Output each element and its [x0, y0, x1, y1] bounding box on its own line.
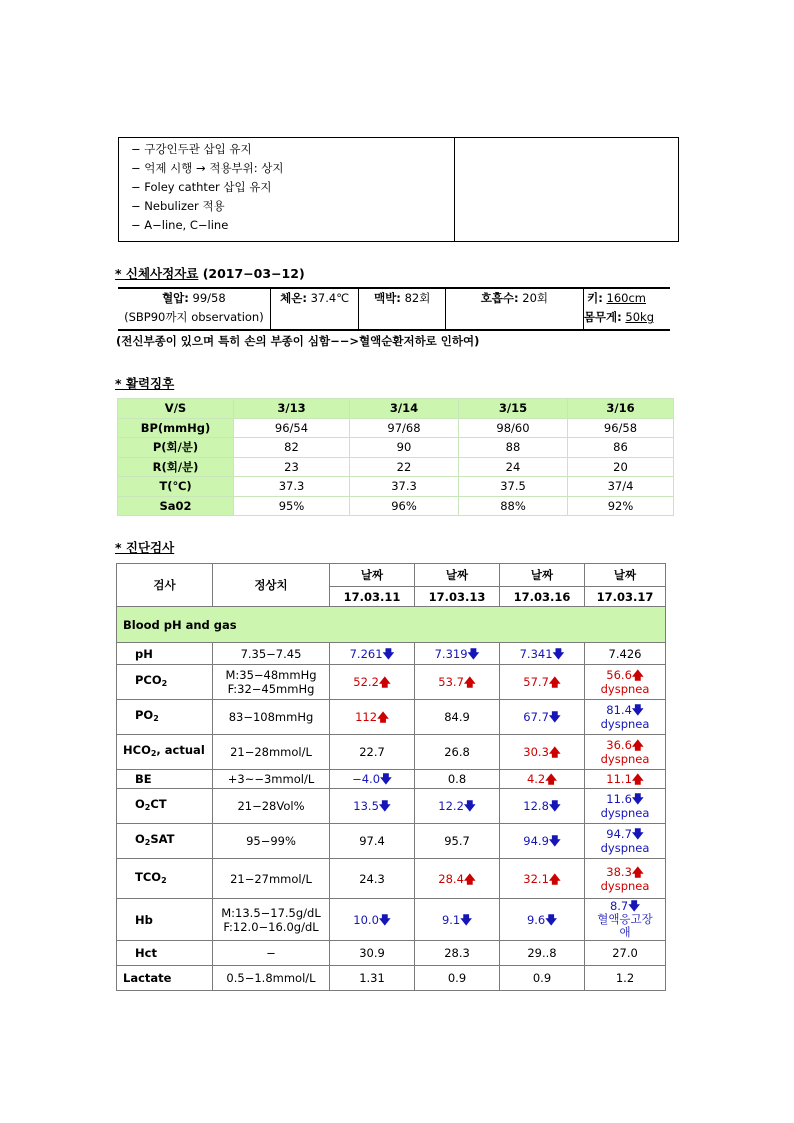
lab-value: 94.7🡇 dyspnea — [585, 824, 666, 859]
lab-group-row — [117, 607, 666, 643]
lab-value: 32.1🡅 — [500, 859, 585, 899]
lab-value: 38.3🡅 dyspnea — [585, 859, 666, 899]
lab-row-hct — [117, 941, 666, 966]
up-arrow-icon: 🡅 — [378, 675, 391, 689]
lab-date: 17.03.17 — [585, 587, 666, 607]
vitals-row — [118, 477, 674, 497]
down-arrow-icon: 🡇 — [467, 646, 480, 661]
lab-row-o2ct — [117, 789, 666, 824]
down-arrow-icon: 🡇 — [380, 772, 392, 786]
vitals-value: 37/4 — [568, 477, 674, 497]
lab-row-tco2 — [117, 859, 666, 899]
vitals-row-label: R(회/분) — [118, 457, 234, 477]
lab-value: 36.6🡅 dyspnea — [585, 735, 666, 770]
up-arrow-icon: 🡅 — [631, 738, 644, 752]
body-size-cell — [583, 288, 670, 330]
pulse-label: 맥박: — [374, 291, 401, 305]
lab-value: −4.0🡇 — [330, 770, 415, 789]
down-arrow-icon: 🡇 — [460, 912, 473, 927]
bp-label: 혈압: — [162, 291, 189, 305]
lab-test-name: $HCO_2$, actual — [117, 735, 213, 770]
vitals-value: 37.3 — [234, 477, 350, 497]
pulse-value: 82회 — [404, 291, 431, 305]
lab-value: 22.7 — [330, 735, 415, 770]
lab-row-hco2 — [117, 735, 666, 770]
lab-value: 97.4 — [330, 824, 415, 859]
vitals-title-text: * 활력징후 — [115, 376, 175, 391]
resp-cell — [445, 288, 583, 330]
lab-row-ph — [117, 643, 666, 665]
down-arrow-icon: 🡇 — [631, 792, 644, 806]
vitals-value: 37.5 — [459, 477, 568, 497]
lab-normal: +3~−3mmol/L — [213, 770, 330, 789]
up-arrow-icon: 🡅 — [631, 772, 644, 786]
lab-value: 24.3 — [330, 859, 415, 899]
up-arrow-icon: 🡅 — [548, 675, 561, 689]
height-label: 키: — [587, 291, 603, 305]
treatment-item: − Foley cathter 삽입 유지 — [131, 180, 272, 194]
weight-label: 몸무게: — [583, 310, 622, 324]
lab-value: 0.9 — [415, 966, 500, 991]
lab-value: 81.4🡇 dyspnea — [585, 700, 666, 735]
lab-col-test: 검사 — [117, 564, 213, 607]
lab-test-name: $PO_2$ — [117, 700, 213, 735]
lab-test-name: Lactate — [117, 966, 213, 991]
lab-date: 17.03.11 — [330, 587, 415, 607]
up-arrow-icon: 🡅 — [631, 668, 644, 682]
lab-row-lactate — [117, 966, 666, 991]
lab-value: 1.31 — [330, 966, 415, 991]
vitals-value: 98/60 — [459, 418, 568, 438]
lab-col-normal: 정상치 — [213, 564, 330, 607]
lab-row-pco2 — [117, 665, 666, 700]
lab-value: 84.9 — [415, 700, 500, 735]
lab-normal: 21−27mmol/L — [213, 859, 330, 899]
lab-value: 27.0 — [585, 941, 666, 966]
lab-row-o2sat — [117, 824, 666, 859]
lab-value: 57.7🡅 — [500, 665, 585, 700]
vitals-value: 96/58 — [568, 418, 674, 438]
down-arrow-icon: 🡇 — [378, 799, 391, 813]
lab-normal: M:35−48mmHg F:32−45mmHg — [213, 665, 330, 700]
lab-value: 30.9 — [330, 941, 415, 966]
up-arrow-icon: 🡅 — [463, 871, 476, 886]
vitals-header-cell: 3/13 — [234, 399, 350, 419]
vitals-header-cell: V/S — [118, 399, 234, 419]
vitals-header-row — [118, 399, 674, 419]
lab-value: 112🡅 — [330, 700, 415, 735]
down-arrow-icon: 🡇 — [631, 703, 644, 717]
lab-date: 17.03.13 — [415, 587, 500, 607]
bp-value: 99/58 — [192, 291, 226, 305]
up-arrow-icon: 🡅 — [377, 710, 389, 724]
lab-row-be — [117, 770, 666, 789]
lab-value: 7.341🡇 — [500, 643, 585, 665]
vitals-header-cell: 3/16 — [568, 399, 674, 419]
lab-test-name: $O_2CT$ — [117, 789, 213, 824]
lab-col-date: 날짜 — [330, 564, 415, 587]
lab-value: 94.9🡇 — [500, 824, 585, 859]
vitals-header-cell: 3/15 — [459, 399, 568, 419]
down-arrow-icon: 🡇 — [548, 710, 561, 724]
vitals-value: 86 — [568, 438, 674, 458]
lab-value: 7.426 — [585, 643, 666, 665]
lab-value: 11.6🡇 dyspnea — [585, 789, 666, 824]
vitals-value: 20 — [568, 457, 674, 477]
temp-value: 37.4℃ — [310, 291, 350, 305]
lab-value: 8.7🡇 혈액응고장 애 — [585, 899, 666, 941]
vitals-row — [118, 438, 674, 458]
lab-value: 10.0🡇 — [330, 899, 415, 941]
lab-test-name: $PCO_2$ — [117, 665, 213, 700]
physical-section-title — [115, 264, 305, 282]
treatment-box — [118, 137, 679, 242]
lab-col-date: 날짜 — [585, 564, 666, 587]
lab-col-date: 날짜 — [415, 564, 500, 587]
lab-value: 52.2🡅 — [330, 665, 415, 700]
vitals-header-cell: 3/14 — [350, 399, 459, 419]
lab-normal: − — [213, 941, 330, 966]
lab-value: 28.3 — [415, 941, 500, 966]
lab-value: 56.6🡅 dyspnea — [585, 665, 666, 700]
vitals-value: 96/54 — [234, 418, 350, 438]
vitals-value: 90 — [350, 438, 459, 458]
up-arrow-icon: 🡅 — [631, 864, 644, 879]
down-arrow-icon: 🡇 — [548, 799, 561, 813]
temp-cell — [270, 288, 359, 330]
physical-date: (2017−03−12) — [202, 266, 305, 281]
lab-test-name: Hb — [117, 899, 213, 941]
lab-value: 1.2 — [585, 966, 666, 991]
lab-group-label: Blood pH and gas — [117, 607, 666, 643]
lab-value: 95.7 — [415, 824, 500, 859]
vitals-value: 88% — [459, 496, 568, 516]
treatment-item: − A−line, C−line — [131, 218, 229, 232]
lab-normal: 83−108mmHg — [213, 700, 330, 735]
lab-value: 53.7🡅 — [415, 665, 500, 700]
height-value: 160cm — [606, 291, 646, 305]
lab-test-name: BE — [117, 770, 213, 789]
lab-normal: M:13.5−17.5g/dL F:12.0−16.0g/dL — [213, 899, 330, 941]
treatment-item: − 구강인두관 삽입 유지 — [131, 142, 252, 156]
lab-normal: 21−28Vol% — [213, 789, 330, 824]
lab-value: 11.1🡅 — [585, 770, 666, 789]
down-arrow-icon: 🡇 — [545, 912, 558, 927]
pulse-cell — [359, 288, 446, 330]
vitals-value: 82 — [234, 438, 350, 458]
weight-value: 50kg — [625, 310, 654, 324]
lab-value: 9.6🡇 — [500, 899, 585, 941]
lab-value: 9.1🡇 — [415, 899, 500, 941]
vitals-row — [118, 496, 674, 516]
lab-date: 17.03.16 — [500, 587, 585, 607]
down-arrow-icon: 🡇 — [548, 834, 561, 848]
lab-normal: 0.5−1.8mmol/L — [213, 966, 330, 991]
down-arrow-icon: 🡇 — [628, 899, 641, 913]
vitals-row-label: P(회/분) — [118, 438, 234, 458]
lab-value: 13.5🡇 — [330, 789, 415, 824]
lab-table — [116, 563, 666, 991]
vitals-row — [118, 457, 674, 477]
down-arrow-icon: 🡇 — [378, 912, 391, 927]
down-arrow-icon: 🡇 — [463, 799, 476, 813]
bp-note: (SBP90까지 observation) — [124, 310, 264, 324]
lab-value: 0.9 — [500, 966, 585, 991]
treatment-list — [119, 138, 455, 241]
vitals-value: 97/68 — [350, 418, 459, 438]
treatment-item: − Nebulizer 적용 — [131, 199, 225, 213]
down-arrow-icon: 🡇 — [552, 646, 565, 661]
lab-col-date: 날짜 — [500, 564, 585, 587]
vitals-table — [117, 398, 674, 516]
lab-value: 29..8 — [500, 941, 585, 966]
physical-table — [118, 287, 670, 331]
lab-value: 12.8🡇 — [500, 789, 585, 824]
lab-value: 7.319🡇 — [415, 643, 500, 665]
vitals-value: 88 — [459, 438, 568, 458]
lab-normal: 95−99% — [213, 824, 330, 859]
lab-normal: 7.35−7.45 — [213, 643, 330, 665]
up-arrow-icon: 🡅 — [463, 675, 476, 689]
lab-normal: 21−28mmol/L — [213, 735, 330, 770]
bp-cell — [118, 288, 270, 330]
lab-value: 67.7🡇 — [500, 700, 585, 735]
labs-title-text: * 진단검사 — [115, 540, 175, 555]
vitals-value: 96% — [350, 496, 459, 516]
vitals-value: 37.3 — [350, 477, 459, 497]
lab-test-name: Hct — [117, 941, 213, 966]
vitals-value: 23 — [234, 457, 350, 477]
down-arrow-icon: 🡇 — [631, 827, 644, 841]
temp-label: 체온: — [280, 291, 307, 305]
lab-value: 7.261🡇 — [330, 643, 415, 665]
down-arrow-icon: 🡇 — [382, 646, 395, 661]
resp-label: 호흡수: — [480, 291, 519, 305]
lab-header-row — [117, 564, 666, 587]
up-arrow-icon: 🡅 — [548, 745, 561, 759]
vitals-value: 22 — [350, 457, 459, 477]
vitals-section-title — [115, 374, 174, 392]
resp-value: 20회 — [522, 291, 549, 305]
up-arrow-icon: 🡅 — [548, 871, 561, 886]
vitals-value: 95% — [234, 496, 350, 516]
vitals-row — [118, 418, 674, 438]
lab-test-name: $O_2SAT$ — [117, 824, 213, 859]
labs-section-title — [115, 538, 174, 556]
vitals-value: 24 — [459, 457, 568, 477]
treatment-item: − 억제 시행 → 적용부위: 상지 — [131, 161, 284, 175]
lab-row-hb — [117, 899, 666, 941]
lab-value: 4.2🡅 — [500, 770, 585, 789]
physical-title-text: * 신체사정자료 — [115, 266, 199, 281]
lab-value: 30.3🡅 — [500, 735, 585, 770]
physical-note: (전신부종이 있으며 특히 손의 부종이 심함−−>혈액순환저하로 인하여) — [116, 334, 480, 348]
vitals-row-label: Sa02 — [118, 496, 234, 516]
up-arrow-icon: 🡅 — [545, 772, 558, 786]
lab-test-name: pH — [117, 643, 213, 665]
lab-value: 28.4🡅 — [415, 859, 500, 899]
lab-value: 12.2🡇 — [415, 789, 500, 824]
lab-value: 26.8 — [415, 735, 500, 770]
vitals-row-label: T(℃) — [118, 477, 234, 497]
vitals-value: 92% — [568, 496, 674, 516]
vitals-row-label: BP(mmHg) — [118, 418, 234, 438]
lab-test-name: $TCO_2$ — [117, 859, 213, 899]
lab-value: 0.8 — [415, 770, 500, 789]
lab-row-po2 — [117, 700, 666, 735]
